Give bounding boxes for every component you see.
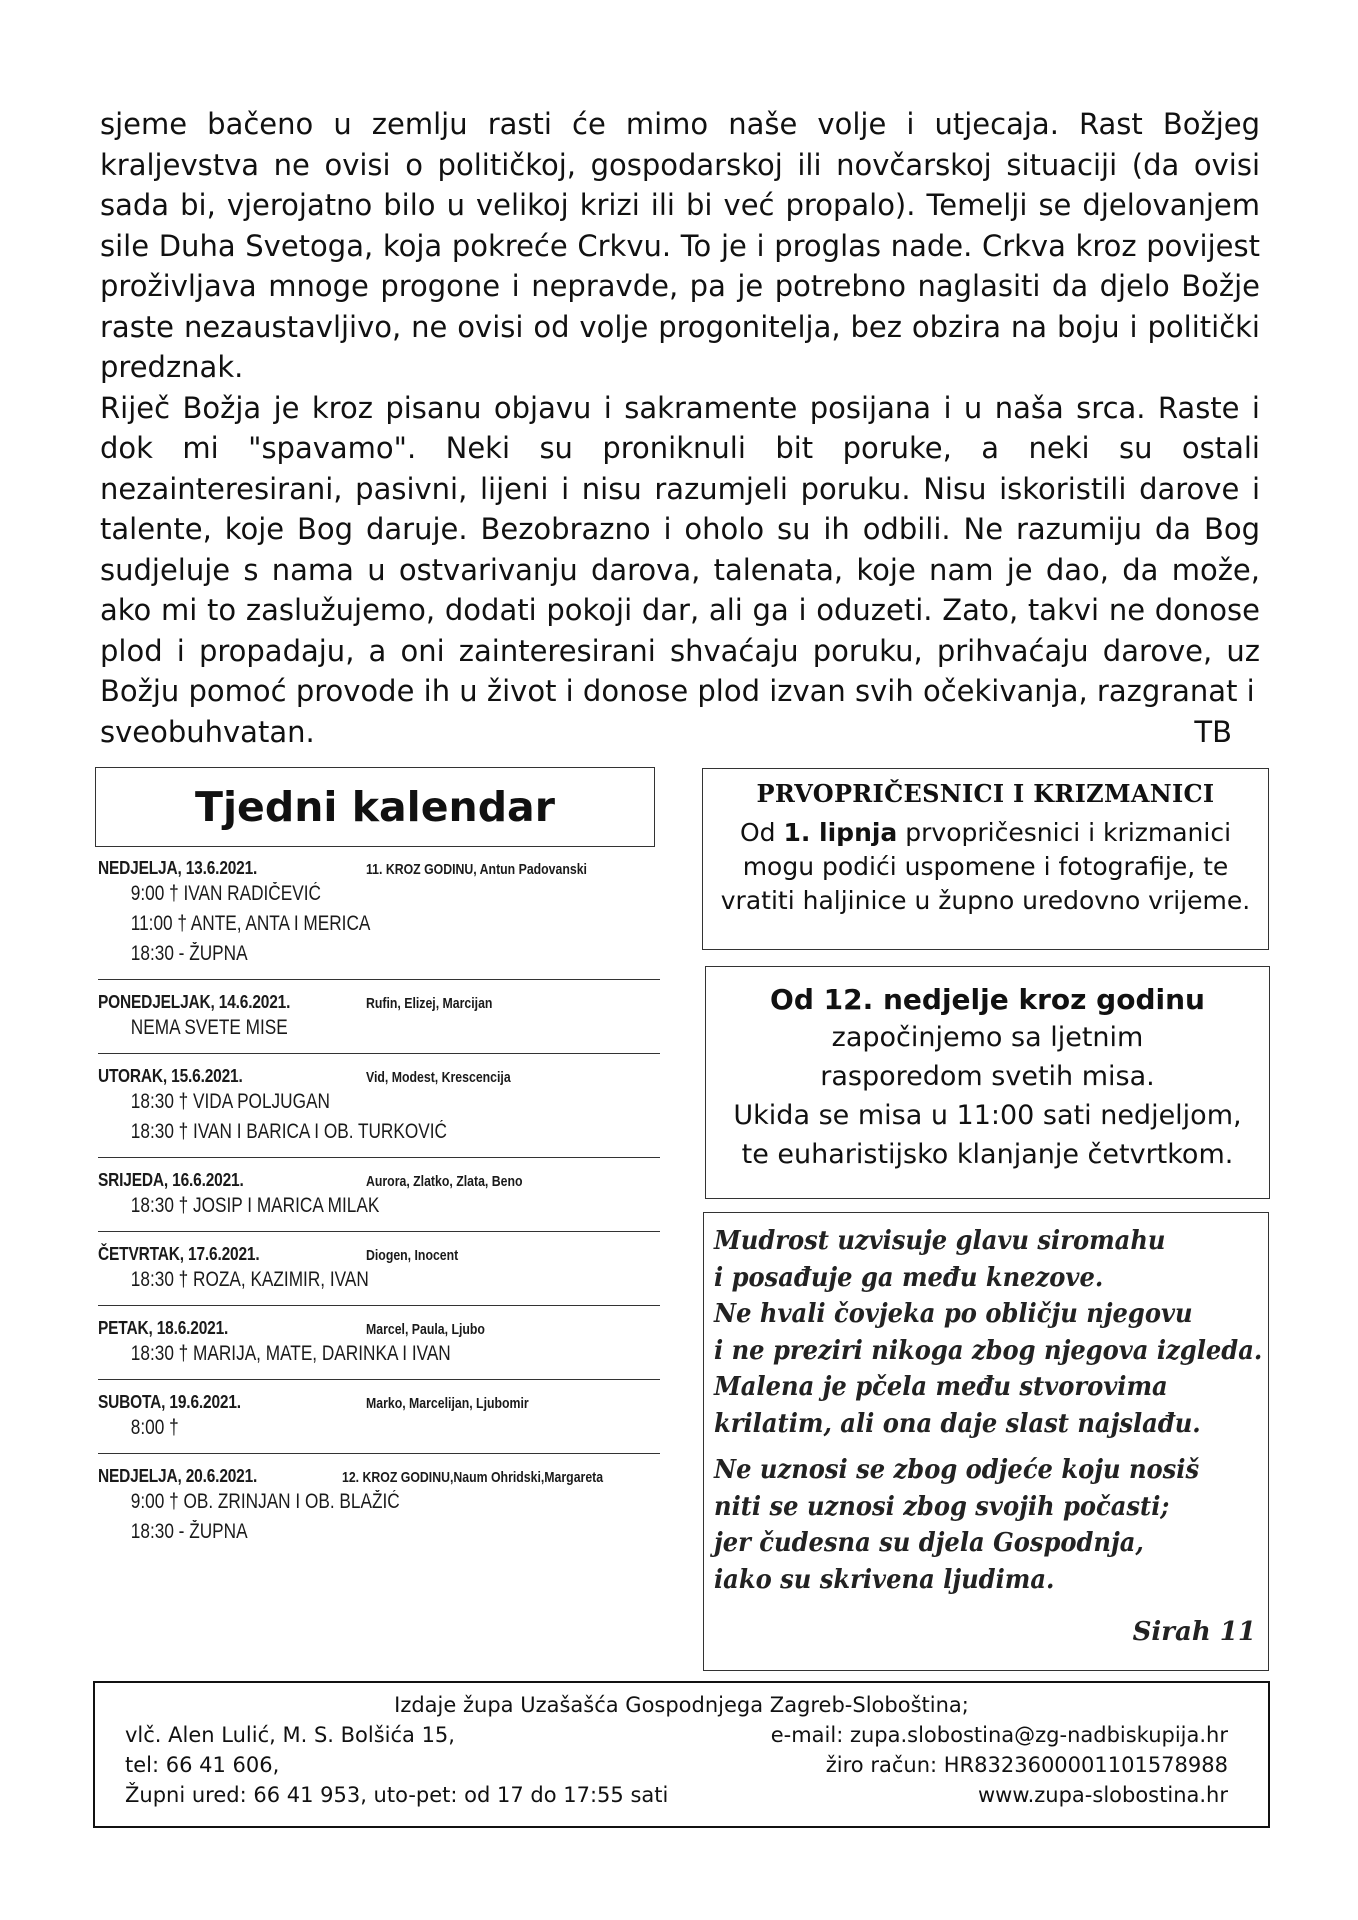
first-communion-notice <box>702 768 1269 950</box>
calendar-day <box>98 858 660 980</box>
footer-account: žiro račun: HR8323600001101578988 <box>825 1753 1228 1777</box>
calendar-mass: 18:30 - ŽUPNA <box>130 942 248 965</box>
summer-schedule-line: započinjemo sa ljetnim <box>831 1022 1144 1053</box>
summer-schedule-line: rasporedom svetih misa. <box>820 1061 1155 1092</box>
calendar-day-name: PONEDJELJAK, 14.6.2021. <box>98 992 291 1012</box>
quote-line: Ne uznosi se zbog odjeće koju nosiš <box>714 1455 1200 1485</box>
calendar-day-name: UTORAK, 15.6.2021. <box>98 1066 243 1086</box>
calendar-day-header <box>98 1066 660 1087</box>
quote-line: niti se uznosi zbog svojih počasti; <box>714 1491 1170 1522</box>
calendar-day-saint: 11. KROZ GODINU, Antun Padovanski <box>366 861 587 878</box>
calendar-day-saint: Marcel, Paula, Ljubo <box>366 1321 485 1338</box>
calendar-title-box <box>95 767 655 847</box>
first-communion-body: prvopričesnici i krizmanici mogu podići uspomene i fotografije, te vratiti haljinice u župno uredovno vrijeme. <box>720 818 1251 915</box>
calendar-list <box>98 858 660 1569</box>
first-communion-heading: PRVOPRIČESNICI I KRIZMANICI <box>756 779 1215 808</box>
calendar-day-name: NEDJELJA, 20.6.2021. <box>98 1466 258 1486</box>
quote-line: jer čudesna su djela Gospodnja, <box>714 1528 1144 1558</box>
calendar-day-saint: Rufin, Elizej, Marcijan <box>366 995 493 1012</box>
calendar-mass: 18:30 † IVAN I BARICA I OB. TURKOVIĆ <box>130 1120 447 1143</box>
calendar-mass: 9:00 † IVAN RADIČEVIĆ <box>130 882 321 905</box>
quote-line: Malena je pčela među stvorovima <box>714 1372 1168 1402</box>
calendar-day <box>98 1318 660 1380</box>
calendar-day <box>98 1392 660 1454</box>
first-communion-prefix: Od <box>739 818 784 847</box>
calendar-day-header <box>98 1170 660 1191</box>
calendar-day-name: NEDJELJA, 13.6.2021. <box>98 858 258 878</box>
calendar-mass: 18:30 † MARIJA, MATE, DARINKA I IVAN <box>130 1342 451 1365</box>
footer-row <box>95 1720 1268 1750</box>
calendar-day-header <box>98 1466 660 1487</box>
footer-email[interactable]: e-mail: zupa.slobostina@zg-nadbiskupija.hr <box>770 1723 1228 1747</box>
summer-schedule-heading: Od 12. nedjelje kroz godinu <box>770 983 1205 1016</box>
calendar-day <box>98 1466 660 1557</box>
calendar-title: Tjedni kalendar <box>195 783 555 831</box>
calendar-day-saint: Aurora, Zlatko, Zlata, Beno <box>366 1173 523 1190</box>
calendar-mass: 18:30 † JOSIP I MARICA MILAK <box>130 1194 380 1217</box>
summer-schedule-line: te euharistijsko klanjanje četvrtkom. <box>741 1139 1234 1170</box>
calendar-day <box>98 992 660 1054</box>
calendar-mass: 18:30 † VIDA POLJUGAN <box>130 1090 330 1113</box>
calendar-day-header <box>98 1318 660 1339</box>
summer-schedule-notice <box>705 966 1270 1199</box>
calendar-day-saint: Vid, Modest, Krescencija <box>366 1069 511 1086</box>
calendar-mass: 8:00 † <box>130 1416 179 1439</box>
calendar-day-header <box>98 992 660 1013</box>
calendar-day <box>98 1170 660 1232</box>
footer <box>93 1681 1270 1828</box>
calendar-mass: NEMA SVETE MISE <box>130 1016 288 1039</box>
article-closing-line <box>100 712 1260 753</box>
calendar-day-name: SUBOTA, 19.6.2021. <box>98 1392 241 1412</box>
summer-schedule-text <box>706 1018 1269 1174</box>
quote-line: Mudrost uzvisuje glavu siromahu <box>714 1226 1166 1256</box>
quote-stanza-1 <box>714 1223 1268 1442</box>
quote-line: i posađuje ga među knezove. <box>714 1262 1104 1293</box>
footer-office: Župni ured: 66 41 953, uto-pet: od 17 do 17:55 sati <box>125 1783 669 1807</box>
article-author: TB <box>1194 714 1232 749</box>
first-communion-date: 1. lipnja <box>783 818 898 847</box>
footer-tel: tel: 66 41 606, <box>125 1753 280 1777</box>
calendar-day-saint: Marko, Marcelijan, Ljubomir <box>366 1395 529 1412</box>
footer-priest: vlč. Alen Lulić, M. S. Bolšića 15, <box>125 1723 455 1747</box>
quote-source: Sirah 11 <box>1132 1616 1256 1647</box>
calendar-day <box>98 1066 660 1158</box>
calendar-day-name: SRIJEDA, 16.6.2021. <box>98 1170 244 1190</box>
calendar-mass: 9:00 † OB. ZRINJAN I OB. BLAŽIĆ <box>130 1490 400 1513</box>
calendar-day-header <box>98 1392 660 1413</box>
calendar-mass: 18:30 - ŽUPNA <box>130 1520 248 1543</box>
quote-line: krilatim, ali ona daje slast najslađu. <box>714 1408 1201 1439</box>
scripture-quote <box>703 1212 1269 1671</box>
article-paragraph-2: Riječ Božja je kroz pisanu objavu i sakramente posijana i u naša srca. Raste i dok mi "spavamo". Neki su proniknuli bit poruke, a neki su ostali nezainteresirani, pasivni, lijeni i nisu razumjeli poruku. Nisu iskoristili darove i talente, koje Bog daruje. Bezobrazno i oholo su ih odbili. Ne razumiju da Bog sudjeluje s nama u ostvarivanju darova, talenata, koje nam je dao, da može, ako mi to zaslužujemo, dodati pokoji dar, ali ga i oduzeti. Zato, takvi ne donose plod i propadaju, a oni zainteresirani shvaćaju poruku, prihvaćaju darove, uz Božju pomoć provode ih u život i donose plod izvan svih očekivanja, razgranat i <box>100 390 1260 708</box>
calendar-day-header <box>98 858 660 879</box>
calendar-day-name: ČETVRTAK, 17.6.2021. <box>98 1244 260 1264</box>
calendar-day-header <box>98 1244 660 1265</box>
footer-website[interactable]: www.zupa-slobostina.hr <box>978 1783 1228 1807</box>
quote-stanza-2 <box>714 1452 1268 1598</box>
footer-publisher: Izdaje župa Uzašašća Gospodnjega Zagreb-Sloboština; <box>394 1693 969 1717</box>
calendar-mass: 11:00 † ANTE, ANTA I MERICA <box>130 912 371 935</box>
footer-row <box>95 1780 1268 1810</box>
calendar-day <box>98 1244 660 1306</box>
footer-row <box>95 1750 1268 1780</box>
article <box>100 104 1260 752</box>
quote-line: iako su skrivena ljudima. <box>714 1564 1055 1595</box>
quote-line: i ne preziri nikoga zbog njegova izgleda. <box>714 1335 1263 1366</box>
calendar-day-saint: 12. KROZ GODINU,Naum Ohridski,Margareta <box>341 1469 603 1486</box>
article-last-word: sveobuhvatan. <box>100 714 315 749</box>
calendar-day-name: PETAK, 18.6.2021. <box>98 1318 229 1338</box>
quote-line: Ne hvali čovjeka po obličju njegovu <box>714 1299 1193 1329</box>
calendar-day-saint: Diogen, Inocent <box>366 1247 459 1264</box>
first-communion-text <box>703 816 1268 918</box>
calendar-mass: 18:30 † ROZA, KAZIMIR, IVAN <box>130 1268 369 1291</box>
article-paragraph-1: sjeme bačeno u zemlju rasti će mimo naše volje i utjecaja. Rast Božjeg kraljevstva ne ovisi o političkoj, gospodarskoj ili novčarskoj situaciji (da ovisi sada bi, vjerojatno bilo u velikoj krizi ili bi već propalo). Temelji se djelovanjem sile Duha Svetoga, koja pokreće Crkvu. To je i proglas nade. Crkva kroz povijest proživljava mnoge progone i nepravde, pa je potrebno naglasiti da djelo Božje raste nezaustavljivo, ne ovisi od volje progonitelja, bez obzira na boju i politički predznak. <box>100 107 1260 384</box>
summer-schedule-line: Ukida se misa u 11:00 sati nedjeljom, <box>733 1100 1242 1131</box>
